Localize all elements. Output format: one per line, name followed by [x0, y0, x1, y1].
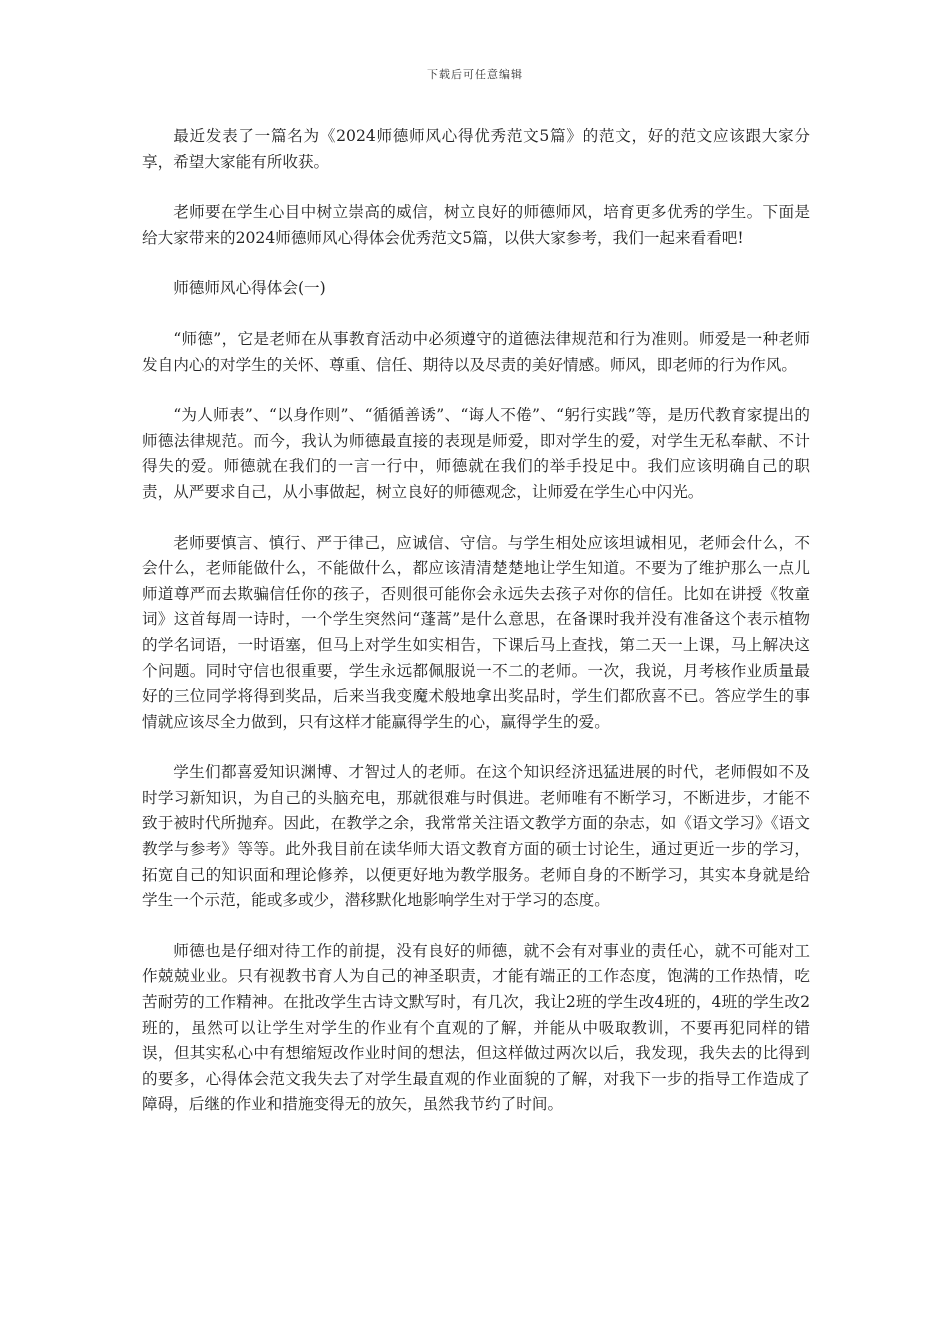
- body-paragraph-5: 师德也是仔细对待工作的前提，没有良好的师德，就不会有对事业的责任心，就不可能对工作兢兢业业。只有视教书育人为自己的神圣职责，才能有端正的工作态度，饱满的工作热情，吃苦耐劳的工作精神。在批改学生古诗文默写时，有几次，我让2班的学生改4班的，4班的学生改2班的，虽然可以让学生对学生的作业有个直观的了解，并能从中吸取教训，不要再犯同样的错误，但其实私心中有想缩短改作业时间的想法，但这样做过两次以后，我发现，我失去的比得到的要多，心得体会范文我失去了对学生最直观的作业面貌的了解，对我下一步的指导工作造成了障碍，后继的作业和措施变得无的放矢，虽然我节约了时间。: [142, 941, 810, 1114]
- document-body: [142, 124, 810, 1143]
- intro-paragraph-1: 最近发表了一篇名为《2024师德师风心得优秀范文5篇》的范文，好的范文应该跟大家分享，希望大家能有所收获。: [142, 127, 810, 171]
- intro-paragraph-2: 老师要在学生心目中树立崇高的威信，树立良好的师德师风，培育更多优秀的学生。下面是给大家带来的2024师德师风心得体会优秀范文5篇，以供大家参考，我们一起来看看吧!: [142, 203, 810, 247]
- body-paragraph-1: “师德”，它是老师在从事教育活动中必须遵守的道德法律规范和行为准则。师爱是一种老师发自内心的对学生的关怀、尊重、信任、期待以及尽责的美好情感。师风，即老师的行为作风。: [142, 329, 810, 374]
- section-title: 师德师风心得体会(一): [173, 279, 326, 298]
- body-paragraph-4: 学生们都喜爱知识渊博、才智过人的老师。在这个知识经济迅猛进展的时代，老师假如不及时学习新知识，为自己的头脑充电，那就很难与时俱进。老师唯有不断学习，不断进步，才能不致于被时代所抛弃。因此，在教学之余，我常常关注语文教学方面的杂志，如《语文学习》《语文教学与参考》等等。此外我目前在读华师大语文教育方面的硕士讨论生，通过更近一步的学习，拓宽自己的知识面和理论修养，以便更好地为教学服务。老师自身的不断学习，其实本身就是给学生一个示范，能或多或少，潜移默化地影响学生对于学习的态度。: [142, 763, 810, 910]
- body-paragraph-3: 老师要慎言、慎行、严于律己，应诚信、守信。与学生相处应该坦诚相见，老师会什么，不会什么，老师能做什么，不能做什么，都应该清清楚楚地让学生知道。不要为了维护那么一点儿师道尊严而去欺骗信任你的孩子，否则很可能你会永远失去孩子对你的信任。比如在讲授《牧童词》这首每周一诗时，一个学生突然问“蓬蒿”是什么意思，在备课时我并没有准备这个表示植物的学名词语，一时语塞，但马上对学生如实相告，下课后马上查找，第二天一上课，马上解决这个问题。同时守信也很重要，学生永远都佩服说一不二的老师。一次，我说，月考核作业质量最好的三位同学将得到奖品，后来当我变魔术般地拿出奖品时，学生们都欣喜不已。答应学生的事情就应该尽全力做到，只有这样才能赢得学生的心，赢得学生的爱。: [142, 533, 810, 731]
- page-header: 下载后可任意编辑: [427, 68, 523, 81]
- body-paragraph-2: “为人师表”、“以身作则”、“循循善诱”、“诲人不倦”、“躬行实践”等，是历代教育家提出的师德法律规范。而今，我认为师德最直接的表现是师爱，即对学生的爱，对学生无私奉献、不计得失的爱。师德就在我们的一言一行中，师德就在我们的举手投足中。我们应该明确自己的职责，从严要求自己，从小事做起，树立良好的师德观念，让师爱在学生心中闪光。: [142, 406, 810, 501]
